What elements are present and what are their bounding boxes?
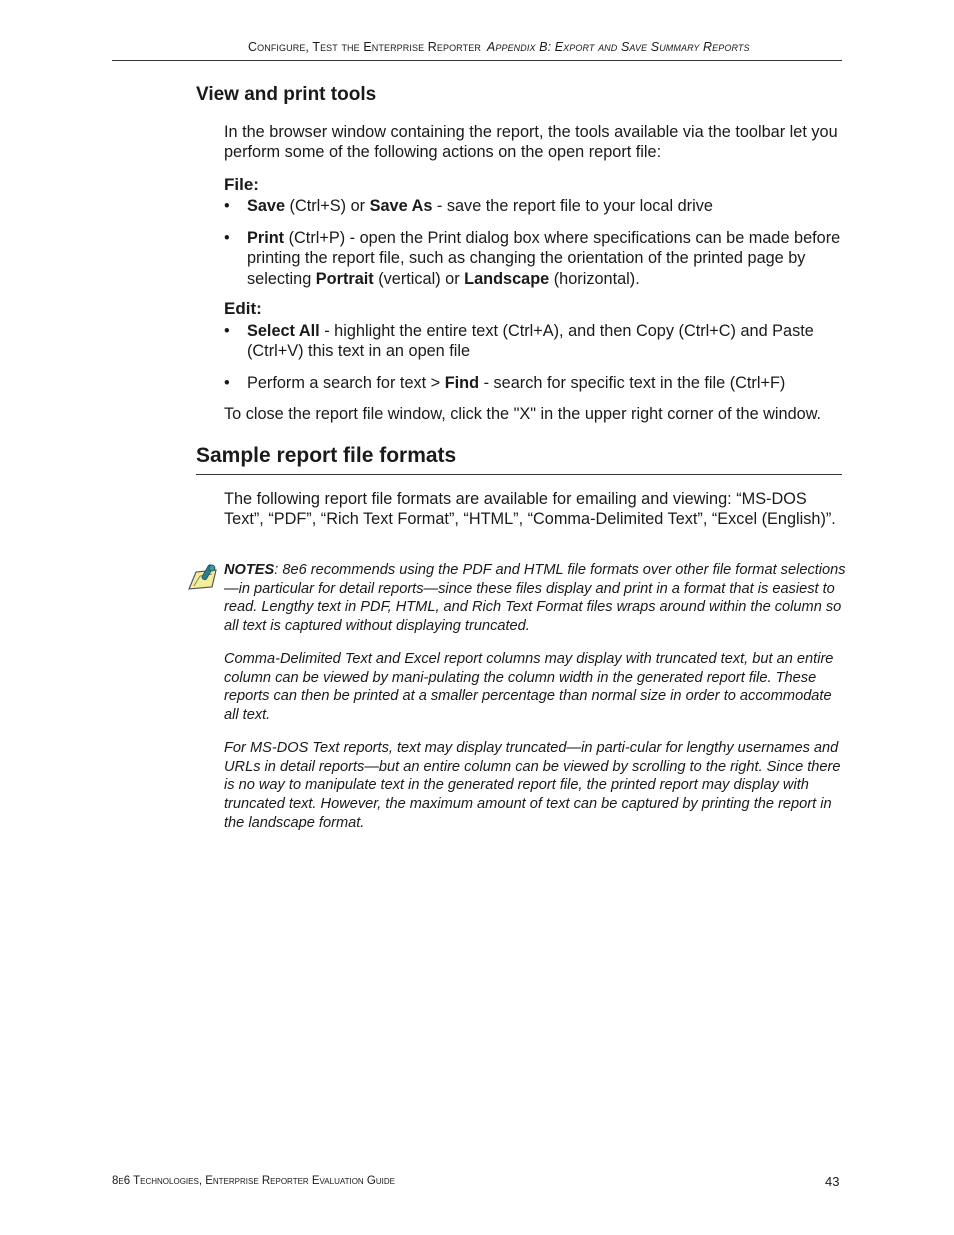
item-text: - search for specific text in the file (Ctrl+F) [479, 374, 786, 392]
edit-label: Edit: [224, 299, 262, 318]
bold-term: Save [247, 197, 286, 215]
section-title-view-print: View and print tools [196, 84, 377, 105]
bold-term: Portrait [315, 269, 374, 288]
formats-paragraph: The following report file formats are available for emailing and viewing: “MS-DOS Text”, “PDF”, “Rich Text Format”, “HTML”, “Comma-Delimited Text”, “Excel (English)”. [224, 490, 836, 529]
bold-term: Save As [369, 197, 433, 215]
list-item [224, 196, 846, 216]
section-title-formats: Sample report file formats [196, 444, 457, 467]
header-chapter: Configure, Test the Enterprise Reporter [248, 40, 481, 54]
item-text: - save the report file to your local drive [432, 197, 713, 215]
file-label: File: [224, 175, 259, 194]
bold-term: Select All [247, 322, 320, 340]
note-paragraph: Comma-Delimited Text and Excel report columns may display with truncated text, but an entire column can be viewed by mani-pulating the column width in the generated report file. These reports can then be printed at a smaller percentage than normal size in order to accommodate all text. [224, 651, 834, 724]
bullet-icon: • [224, 374, 230, 392]
bullet-icon: • [224, 197, 230, 215]
bold-term: Find [444, 374, 480, 392]
bullet-icon: • [224, 322, 230, 340]
section-heading-rule [196, 444, 842, 475]
closing-paragraph: To close the report file window, click the "X" in the upper right corner of the window. [224, 405, 822, 423]
note-text: : 8e6 recommends using the PDF and HTML file formats over other file format selections—in particular for detail reports—since these files display and print in a format that is easiest to read. Lengthy text in PDF, HTML, and Rich Text Format files wraps around within the column so all text is captured without displaying truncated. [224, 562, 846, 635]
running-header [112, 40, 842, 61]
note-pencil-icon [186, 562, 220, 596]
intro-paragraph: In the browser window containing the report, the tools available via the toolbar let you perform some of the following actions on the open report file: [224, 123, 838, 162]
item-text: (vertical) or [373, 269, 465, 288]
footer-title: 8e6 Technologies, Enterprise Reporter Evaluation Guide [112, 1175, 395, 1187]
bold-term: Landscape [464, 269, 550, 288]
item-text: Perform a search for text > [247, 374, 445, 392]
note-label: NOTES [224, 562, 275, 578]
bullet-icon: • [224, 229, 230, 247]
list-item [224, 228, 846, 289]
list-item [224, 321, 846, 362]
header-appendix: Appendix B: Export and Save Summary Reports [486, 40, 750, 54]
item-text: - highlight the entire text (Ctrl+A), and then Copy (Ctrl+C) and Paste (Ctrl+V) this text in an open file [247, 322, 814, 361]
item-text: (horizontal). [549, 269, 640, 288]
bold-term: Print [247, 229, 285, 247]
item-text: (Ctrl+P) - open the Print dialog box where specifications can be made before printing the report file, such as changing the orientation of the printed page by selecting [247, 229, 841, 288]
note-paragraph [224, 561, 846, 636]
note-paragraph: For MS-DOS Text reports, text may display truncated—in parti-cular for lengthy usernames and URLs in detail reports—but an entire column can be viewed by scrolling to the right. Since there is no way to manipulate text in the generated report file, the printed report may display with truncated text. However, the maximum amount of text can be captured by printing the report in the landscape format. [224, 740, 841, 831]
page-number: 43 [825, 1174, 840, 1189]
item-text: (Ctrl+S) or [285, 197, 370, 215]
list-item [224, 373, 846, 393]
